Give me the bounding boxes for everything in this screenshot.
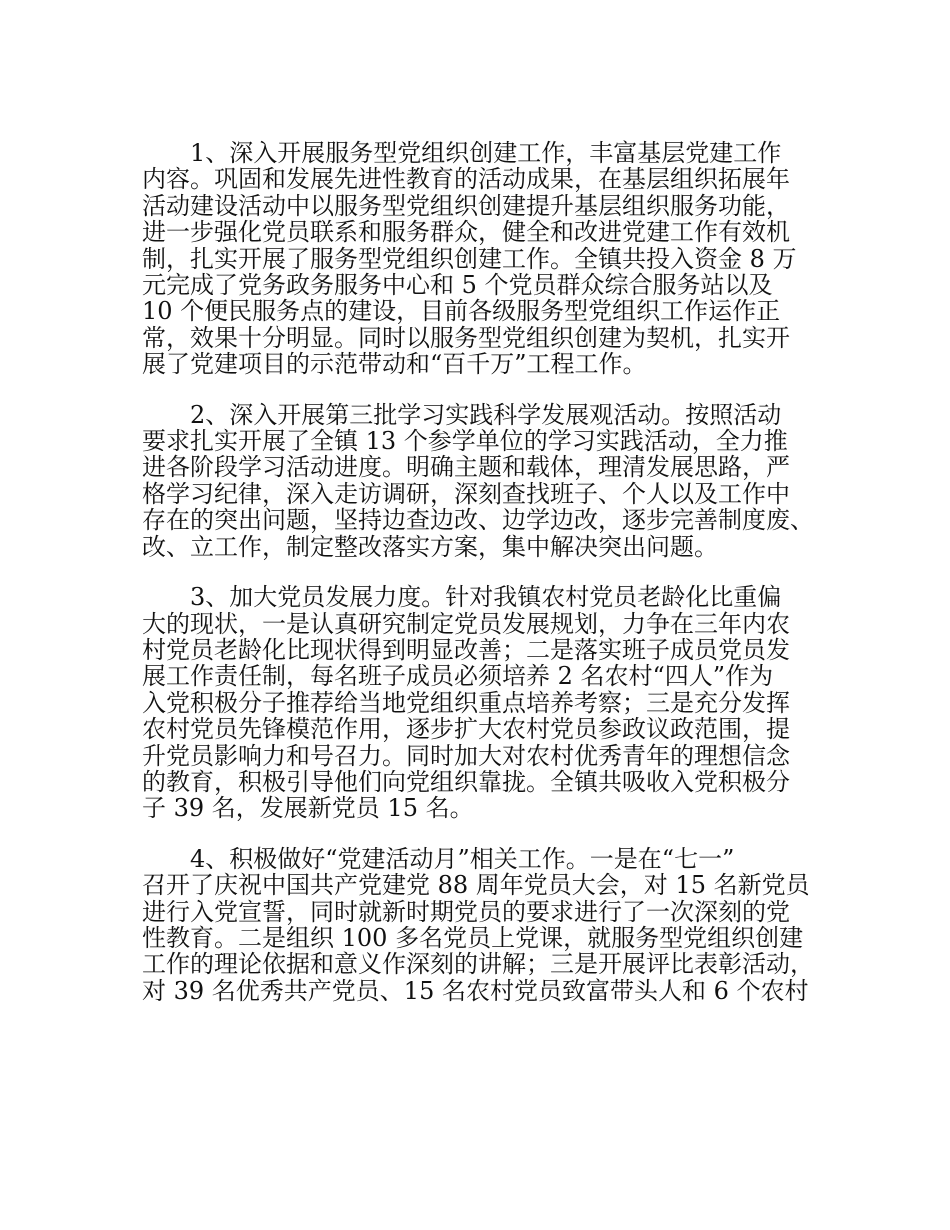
text-line: 进一步强化党员联系和服务群众，健全和改进党建工作有效机 (142, 218, 790, 247)
text-line: 召开了庆祝中国共产党建党 88 周年党员大会，对 15 名新党员 (142, 871, 810, 900)
text-line: 要求扎实开展了全镇 13 个参学单位的学习实践活动，全力推 (142, 427, 788, 456)
text-line: 进行入党宣誓，同时就新时期党员的要求进行了一次深刻的党 (142, 897, 790, 926)
text-line: 内容。巩固和发展先进性教育的活动成果，在基层组织拓展年 (142, 165, 790, 194)
text-line: 对 39 名优秀共产党员、15 名农村党员致富带头人和 6 个农村 (142, 976, 809, 1005)
text-line: 子 39 名，发展新党员 15 名。 (142, 794, 474, 823)
text-line: 村党员老龄化比现状得到明显改善；二是落实班子成员党员发 (142, 635, 790, 664)
text-line: 1、深入开展服务型党组织创建工作，丰富基层党建工作 (142, 139, 782, 167)
text-line: 常，效果十分明显。同时以服务型党组织创建为契机，扎实开 (142, 323, 790, 352)
text-line: 进各阶段学习活动进度。明确主题和载体，理清发展思路，严 (142, 453, 790, 482)
paragraph-2 (142, 402, 832, 560)
text-line: 存在的突出问题，坚持边查边改、边学边改，逐步完善制度废、 (142, 506, 814, 535)
text-line: 元完成了党务政务服务中心和 5 个党员群众综合服务站以及 (142, 271, 773, 300)
text-line: 工作的理论依据和意义作深刻的讲解；三是开展评比表彰活动， (142, 950, 814, 979)
text-line: 的教育，积极引导他们向党组织靠拢。全镇共吸收入党积极分 (142, 767, 790, 796)
text-line: 农村党员先锋模范作用，逐步扩大农村党员参政议政范围，提 (142, 715, 790, 744)
document-body (142, 140, 832, 1028)
text-line: 展了党建项目的示范带动和“百千万”工程工作。 (142, 350, 647, 379)
text-line: 性教育。二是组织 100 多名党员上党课，就服务型党组织创建 (142, 923, 804, 952)
text-line: 活动建设活动中以服务型党组织创建提升基层组织服务功能， (142, 191, 790, 220)
text-line: 10 个便民服务点的建设，目前各级服务型党组织工作运作正 (142, 297, 781, 326)
text-line: 3、加大党员发展力度。针对我镇农村党员老龄化比重偏 (142, 583, 782, 612)
text-line: 制，扎实开展了服务型党组织创建工作。全镇共投入资金 8 万 (142, 244, 797, 273)
paragraph-1 (142, 140, 832, 378)
paragraph-3 (142, 584, 832, 822)
text-line: 改、立工作，制定整改落实方案，集中解决突出问题。 (142, 532, 718, 561)
paragraph-4 (142, 846, 832, 1004)
text-line: 格学习纪律，深入走访调研，深刻查找班子、个人以及工作中 (142, 479, 790, 508)
text-line: 入党积极分子推荐给当地党组织重点培养考察；三是充分发挥 (142, 688, 790, 717)
text-line: 升党员影响力和号召力。同时加大对农村优秀青年的理想信念 (142, 741, 790, 770)
text-line: 展工作责任制，每名班子成员必须培养 2 名农村“四人”作为 (142, 662, 774, 691)
text-line: 4、积极做好“党建活动月”相关工作。一是在“七一” (142, 844, 735, 873)
text-line: 2、深入开展第三批学习实践科学发展观活动。按照活动 (142, 400, 782, 429)
text-line: 大的现状，一是认真研究制定党员发展规划，力争在三年内农 (142, 609, 790, 638)
